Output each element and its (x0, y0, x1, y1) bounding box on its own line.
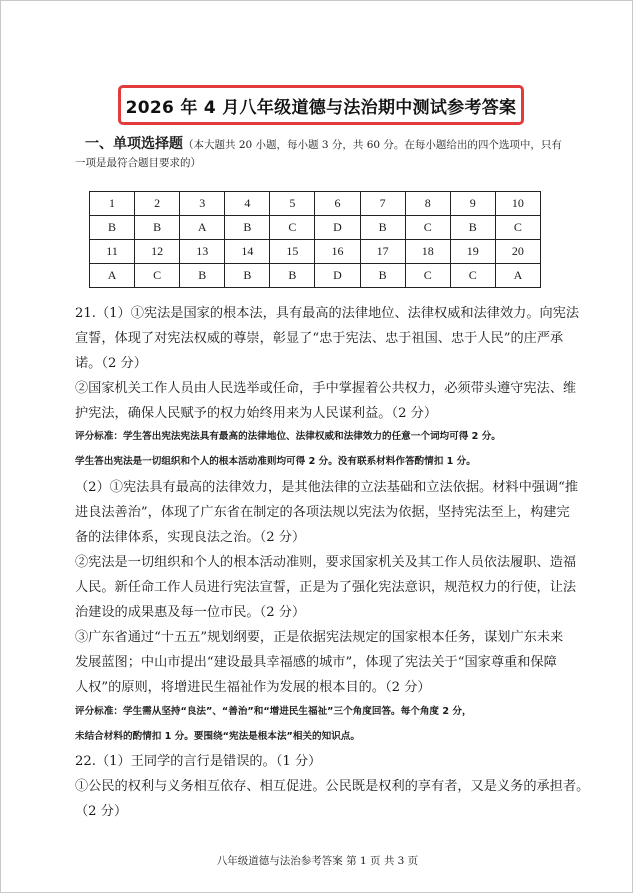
question-number-cell: 9 (450, 192, 495, 216)
q22-1-line: ①公民的权利与义务相互依存、相互促进。公民既是权利的享有者，又是义务的承担者。 (75, 779, 590, 794)
q21-2-line: 人民。新任命工作人员进行宪法宣誓，正是为了强化宪法意识，规范权力的行使，让法 (75, 580, 577, 595)
question-number-cell: 8 (405, 192, 450, 216)
q21-2-line: （2）①宪法具有最高的法律效力，是其他法律的立法基础和立法依据。材料中强调“推 (75, 480, 579, 495)
q21-2-line: ③广东省通过“十五五”规划纲要，正是依据宪法规定的国家根本任务，谋划广东未来 (75, 630, 564, 645)
q21-2-line: 治建设的成果惠及每一位市民。（2 分） (75, 605, 306, 620)
grading-note: 未结合材料的酌情扣 1 分。要围绕“宪法是根本法”相关的知识点。 (75, 731, 360, 742)
answer-cell: B (225, 264, 270, 288)
section-note-line1: （本大题共 20 小题，每小题 3 分，共 60 分。在每小题给出的四个选项中，只有 (183, 139, 562, 151)
answer-cell: B (225, 216, 270, 240)
question-number-cell: 20 (495, 240, 540, 264)
question-number-cell: 12 (135, 240, 180, 264)
grading-note: 评分标准：学生需从坚持“良法”、“善治”和“增进民生福祉”三个角度回答。每个角度 2 分， (75, 706, 472, 717)
answer-cell: B (135, 216, 180, 240)
question-number-cell: 16 (315, 240, 360, 264)
q21-2-line: 人权”的原则，将增进民生福祉作为发展的根本目的。（2 分） (75, 680, 431, 695)
question-number-cell: 4 (225, 192, 270, 216)
question-number-cell: 14 (225, 240, 270, 264)
question-number-cell: 17 (360, 240, 405, 264)
title-box (118, 85, 524, 125)
answer-cell: C (270, 216, 315, 240)
question-number-cell: 5 (270, 192, 315, 216)
answer-cell: C (450, 264, 495, 288)
question-number-row (90, 240, 541, 264)
answer-cell: B (270, 264, 315, 288)
q22-1-line: 22.（1）王同学的言行是错误的。（1 分） (75, 754, 322, 769)
answer-row (90, 264, 541, 288)
answer-cell: A (90, 264, 135, 288)
q21-2-line: 备的法律体系，实现良法之治。（2 分） (75, 530, 306, 545)
answer-cell: A (495, 264, 540, 288)
q22-1-line: （2 分） (75, 804, 128, 819)
answer-cell: B (180, 264, 225, 288)
question-number-cell: 11 (90, 240, 135, 264)
page-footer: 八年级道德与法治参考答案 第 1 页 共 3 页 (216, 855, 419, 867)
q21-1-line: 护宪法，确保人民赋予的权力始终用来为人民谋利益。（2 分） (75, 406, 438, 421)
page-title: 2026 年 4 月八年级道德与法治期中测试参考答案 (125, 97, 517, 118)
q21-2-line: ②宪法是一切组织和个人的根本活动准则，要求国家机关及其工作人员依法履职、造福 (75, 555, 577, 570)
answer-cell: B (90, 216, 135, 240)
grading-note: 评分标准：学生答出宪法宪法具有最高的法律地位、法律权威和法律效力的任意一个词均可得 2 分。 (75, 431, 501, 442)
answer-cell: C (405, 264, 450, 288)
answer-table (89, 191, 541, 288)
q21-1-line: 宣誓，体现了对宪法权威的尊崇，彰显了“忠于宪法、忠于祖国、忠于人民”的庄严承 (75, 331, 564, 346)
answer-cell: B (450, 216, 495, 240)
answer-cell: D (315, 216, 360, 240)
q21-1-line: 21.（1）①宪法是国家的根本法，具有最高的法律地位、法律权威和法律效力。向宪法 (75, 306, 580, 321)
question-number-cell: 3 (180, 192, 225, 216)
section-note-line2: 一项是最符合题目要求的） (75, 157, 201, 169)
question-number-row (90, 192, 541, 216)
answer-cell: C (405, 216, 450, 240)
question-number-cell: 10 (495, 192, 540, 216)
answer-cell: B (360, 216, 405, 240)
question-number-cell: 15 (270, 240, 315, 264)
section-title: 一、单项选择题 (85, 136, 183, 152)
answer-row (90, 216, 541, 240)
q21-2-line: 进良法善治”，体现了广东省在制定的各项法规以宪法为依据，坚持宪法至上，构建完 (75, 505, 570, 520)
q21-1-line: ②国家机关工作人员由人民选举或任命，手中掌握着公共权力，必须带头遵守宪法、维 (75, 381, 577, 396)
answer-cell: A (180, 216, 225, 240)
answer-cell: B (360, 264, 405, 288)
question-number-cell: 2 (135, 192, 180, 216)
question-number-cell: 6 (315, 192, 360, 216)
question-number-cell: 18 (405, 240, 450, 264)
q21-2-line: 发展蓝图；中山市提出“建设最具幸福感的城市”，体现了宪法关于“国家尊重和保障 (75, 655, 557, 670)
question-number-cell: 19 (450, 240, 495, 264)
q21-1-line: 诺。（2 分） (75, 356, 147, 371)
grading-note: 学生答出宪法是一切组织和个人的根本活动准则均可得 2 分。没有联系材料作答酌情扣 1 分。 (75, 456, 476, 467)
question-number-cell: 1 (90, 192, 135, 216)
question-number-cell: 7 (360, 192, 405, 216)
answer-cell: D (315, 264, 360, 288)
answer-cell: C (135, 264, 180, 288)
answer-cell: C (495, 216, 540, 240)
question-number-cell: 13 (180, 240, 225, 264)
